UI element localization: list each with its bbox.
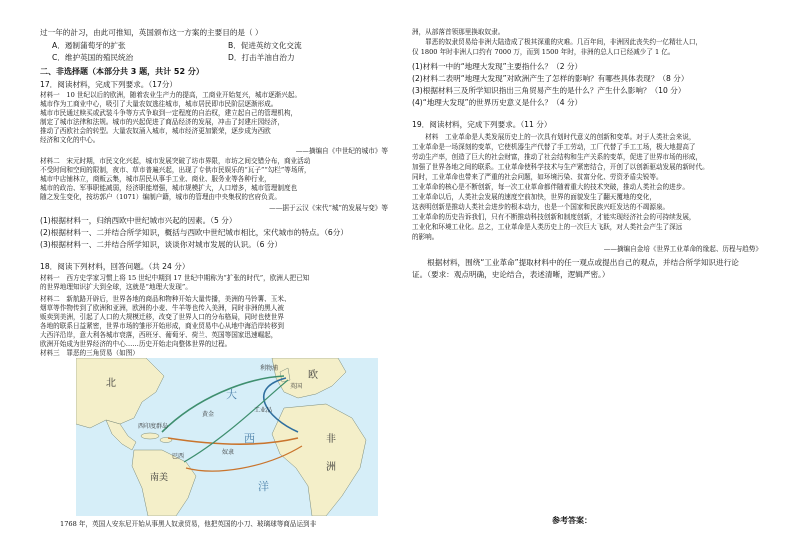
q19-material-line: 工业革命是一场深刻的变革，它使机器生产代替了手工劳动，工厂代替了手工工场，极大地提高了	[412, 143, 696, 151]
q17-question-1: (1)根据材料一，归纳西欧中世纪城市兴起的因素。（5 分）	[40, 216, 237, 225]
q19-material-line: 工业化和环境工业化。总之，工业革命是人类历史上的一次巨大飞跃，对人类社会产生了深远	[412, 223, 683, 231]
q19-prompt-line: 证。（要求：观点明确，史论结合，表述清晰，逻辑严密。）	[412, 270, 610, 279]
q17-material1-line: 制定了城市法律和法规。城市的兴起促进了商品经济的发展，冲击了封建庄园经济，	[40, 118, 284, 126]
label-uk: 英国	[290, 383, 303, 390]
mc-option-d: D．打击羊油自治力	[228, 53, 295, 62]
q17-material2-line: 材料二 宋元时期，市民文化兴起，城市发展突破了坊市界限，市坊之间交错分布，商业活动	[40, 157, 311, 165]
q19-material-line: 材料 工业革命是人类发展历史上的一次具有划时代意义的创新和变革。对于人类社会来说，	[412, 133, 696, 141]
q19-material-line: 同时，工业革命也带来了严重的社会问题，如环境污染、贫富分化、劳资矛盾尖锐等。	[412, 173, 663, 181]
q17-material1-line: 经济和文化的中心。	[40, 136, 100, 144]
q18-material1-line: 的世界地理知识扩大到全球，这就是“地理大发现”。	[40, 283, 192, 291]
q19-material-line: 的影响。	[412, 233, 439, 241]
label-atlantic-1: 大	[226, 388, 237, 401]
label-brazil: 巴西	[172, 453, 185, 460]
q19-material-line: 工业革命的历史告诉我们，只有不断推动科技创新和制度创新，才能实现经济社会的可持续发展，	[412, 213, 696, 221]
label-north-america: 北	[106, 378, 116, 389]
q19-material-line: 劳动生产率，创造了巨大的社会财富，推动了社会结构和生产关系的变革，促进了世界市场的形成，	[412, 153, 703, 161]
label-atlantic-3: 洋	[258, 480, 269, 493]
label-africa-2: 洲	[326, 462, 336, 473]
q18-material1-line: 材料一 西方史学家习惯上将 15 世纪中期到 17 世纪中期称为“扩张的时代”，欧洲人把已知	[40, 274, 310, 282]
q17-question-3: (3)根据材料一、二并结合所学知识，谈谈你对城市发展的认识。（6 分）	[40, 240, 283, 249]
q17-material1-line: 城市市民通过赎买或武装斗争等方式争取到一定程度的自治权，建立起自己的管理机构，	[40, 109, 298, 117]
q18-material2-line: 烟草等作物传到了欧洲和亚洲，欧洲的小麦、牛羊等也传入美洲，同时非洲的黑人被	[40, 304, 284, 312]
q19-material-line: 工业革命的核心是不断创新，每一次工业革命都伴随着重大的技术突破，推动人类社会的进步。	[412, 183, 689, 191]
q19-prompt-line: 根据材料，围绕“工业革命”提取材料中的任一观点或提出自己的观点，并结合所学知识进行论	[412, 258, 739, 267]
q19-title: 19．阅读材料，完成下列要求。（11 分）	[412, 120, 552, 129]
q17-question-2: (2)根据材料一、二并结合所学知识，概括与西欧中世纪城市相比，宋代城市的特点。（6分）	[40, 228, 348, 237]
mc-option-c: C．维护英国的殖民统治	[52, 53, 134, 62]
right-top-line: 罪恶的奴隶贸易给非洲大陆造成了极其深重的灾难。几百年间，非洲因此丧失约一亿精壮人口，	[412, 38, 703, 46]
q17-material2-line: 城市中店铺林立，商贩云集，城市居民从事手工业、商业、服务业等各种行业，	[40, 175, 271, 183]
q17-material2-line: 城市的政治、军事职能减弱，经济职能增强，城市规模扩大，人口增多，城市管理制度也	[40, 184, 298, 192]
q19-material-line: 工业革命以后，人类社会发展的速度空前加快，世界的面貌发生了翻天覆地的变化，	[412, 193, 656, 201]
q18-sub-question-3: (3)根据材料三及所学知识指出三角贸易产生的是什么？产生什么影响？（10 分）	[412, 86, 686, 95]
q19-material-line: 加强了世界各地之间的联系。工业革命使科学技术与生产紧密结合，开创了以创新驱动发展的新时代。	[412, 163, 709, 171]
q17-material2-line: 随之发生变化，按坊郭户（1071）编制户籍，城市的管理由中央集权的官府负责。	[40, 193, 281, 201]
label-slaves-route: 奴隶	[222, 449, 235, 456]
q17-material1-source: ——摘编自《中世纪的城市》等	[295, 147, 388, 155]
label-goods-route: 工业品	[254, 407, 273, 414]
caribbean-island	[141, 433, 159, 439]
q18-material2-line: 贩卖到美洲，引起了人口的大规模迁移，改变了世界人口的分布格局，同时也使世界	[40, 313, 284, 321]
label-africa-1: 非	[326, 434, 336, 445]
label-south-america: 南美	[150, 473, 169, 483]
right-top-line: 仅 1800 年时非洲人口约有 7000 万，而到 1500 年时，非洲的总人口已经减少了 1 亿。	[412, 48, 675, 56]
triangular-trade-map	[76, 358, 378, 516]
label-gold-route: 黄金	[202, 411, 215, 418]
q17-material1-line: 城市作为工商业中心，吸引了大量农奴逃往城市，城市居民即市民阶层逐渐形成。	[40, 100, 278, 108]
q18-material2-line: 大西洋沿岸，意大利各城市衰落，西班牙、葡萄牙、荷兰、英国等国家迅速崛起，	[40, 331, 278, 339]
mc-stem: 过一年的計习，由此可推知，英国颁布这一方案的主要目的是（ ）	[40, 28, 263, 37]
q17-material2-line: 不受时间和空间的限制，夜市、草市普遍兴起，出现了专供市民娱乐的“瓦子”“勾栏”等场所，	[40, 166, 311, 174]
q18-title: 18．阅读下列材料，回答问题。（共 24 分）	[40, 262, 190, 271]
mc-option-a: A．遏制蒲萄牙的扩张	[52, 41, 126, 50]
q17-title: 17．阅读材料，完成下列要求。（17分）	[40, 80, 178, 89]
q18-sub-question-4: (4)“地理大发现”的世界历史意义是什么？（4 分）	[412, 98, 583, 107]
label-atlantic-2: 西	[244, 432, 255, 445]
map-caption: 1768 年，英国人安东尼开始从事黑人奴隶贸易，他把英国的小刀、玻璃球等商品运到非	[60, 520, 317, 528]
q18-sub-question-1: (1)材料一中的“地理大发现”主要指什么？（2 分）	[412, 62, 583, 71]
q18-material2-line: 欧洲开始成为世界经济的中心……历史开始走向整体世界的过程。	[40, 340, 232, 348]
right-top-line: 洲，从部落首领那里换取奴隶。	[412, 28, 505, 36]
q17-material1-line: 推动了西欧社会的转型。大量农奴涌入城市，城市经济更加繁荣，逐步成为西欧	[40, 127, 271, 135]
q18-material3-label: 材料三 罪恶的三角贸易（如图）	[40, 349, 139, 357]
q17-material1-line: 材料一 10 世纪以后的欧洲，随着农业生产力的提高，工商业开始复兴，城市逐渐兴起。	[40, 91, 302, 99]
q19-material-source: ——摘编自金培《世界工业革命的缘起、历程与趋势》	[603, 245, 762, 253]
q19-material-line: 这表明创新是推动人类社会进步的根本动力，也是一个国家和民族兴旺发达的不竭源泉。	[412, 203, 670, 211]
label-liverpool: 利物浦	[260, 365, 279, 372]
answer-label: 参考答案：	[552, 516, 592, 525]
section-heading: 二、非选择题（本部分共 3 题，共计 52 分）	[40, 67, 204, 76]
label-europe: 欧	[308, 370, 318, 381]
mc-option-b: B．促进英纺文化交流	[228, 41, 302, 50]
q18-sub-question-2: (2)材料二表明“地理大发现”对欧洲产生了怎样的影响？有哪些具体表现？（8 分）	[412, 74, 689, 83]
q18-material2-line: 各地的联系日益紧密，世界市场的雏形开始形成，商业贸易中心从地中海沿岸转移到	[40, 322, 284, 330]
q18-material2-line: 材料二 新航路开辟后，世界各地的商品和物种开始大量传播，美洲的马铃薯、玉米、	[40, 295, 291, 303]
label-west-indies: 西印度群岛	[138, 423, 169, 430]
q17-material2-source: ——据于云汉《宋代“城”的发展与变》等	[269, 204, 388, 212]
